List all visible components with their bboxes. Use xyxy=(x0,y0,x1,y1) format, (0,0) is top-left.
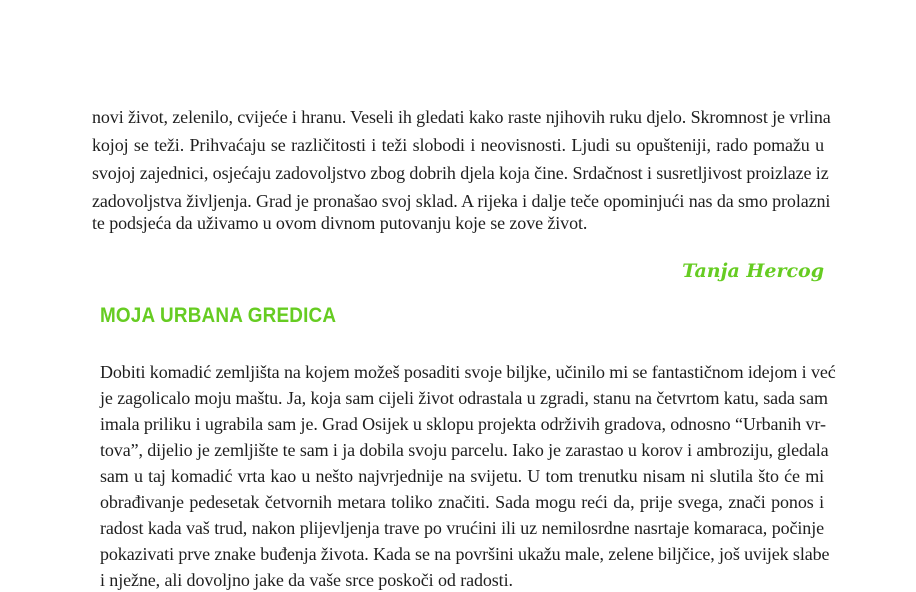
paragraph-line: svojoj zajednici, osjećaju zadovoljstvo zbog dobrih djela koja čine. Srdačnost i susretljivost proizlaze iz xyxy=(92,163,829,183)
paragraph-line: obrađivanje pedesetak četvornih metara toliko značiti. Sada mogu reći da, prije svega, znači ponos i xyxy=(100,492,824,512)
paragraph-line: je zagolicalo moju maštu. Ja, koja sam cijeli život odrastala u zgradi, stanu na četvrtom katu, sada sam xyxy=(100,388,828,408)
paragraph-line: i nježne, ali dovoljno jake da vaše srce poskoči od radosti. xyxy=(100,570,513,590)
paragraph-line: sam u taj komadić vrta kao u nešto najvrjednije na svijetu. U tom trenutku nisam ni slutila što će mi xyxy=(100,466,824,486)
paragraph-line: Dobiti komadić zemljišta na kojem možeš posaditi svoje biljke, učinilo mi se fantastičnom idejom i već xyxy=(100,362,836,382)
section-heading: MOJA URBANA GREDICA xyxy=(100,304,337,327)
paragraph-line: radost kada vaš trud, nakon plijevljenja trave po vrućini ili uz nemilosrdne nasrtaje komaraca, počinje xyxy=(100,518,824,538)
paragraph-line: novi život, zelenilo, cvijeće i hranu. Veseli ih gledati kako raste njihovih ruku djelo. Skromnost je vrlina xyxy=(92,107,831,127)
paragraph-line: tova”, dijelio je zemljište te sam i ja dobila svoju parcelu. Iako je zarastao u korov i ambroziju, gledala xyxy=(100,440,829,460)
author-signature: Tanja Hercog xyxy=(682,260,824,282)
paragraph-line: imala priliku i ugrabila sam je. Grad Osijek u sklopu projekta održivih gradova, odnosno “Urbanih vr- xyxy=(100,414,826,434)
paragraph-line: te podsjeća da uživamo u ovom divnom putovanju koje se zove život. xyxy=(92,213,588,233)
paragraph-line: kojoj se teži. Prihvaćaju se različitosti i teži slobodi i neovisnosti. Ljudi su opušteniji, rado pomažu u xyxy=(92,135,824,155)
paragraph-line: zadovoljstva življenja. Grad je pronašao svoj sklad. A rijeka i dalje teče opominjući nas da smo prolazni xyxy=(92,191,831,211)
paragraph-line: pokazivati prve znake buđenja života. Kada se na površini ukažu male, zelene biljčice, još uvijek slabe xyxy=(100,544,830,564)
